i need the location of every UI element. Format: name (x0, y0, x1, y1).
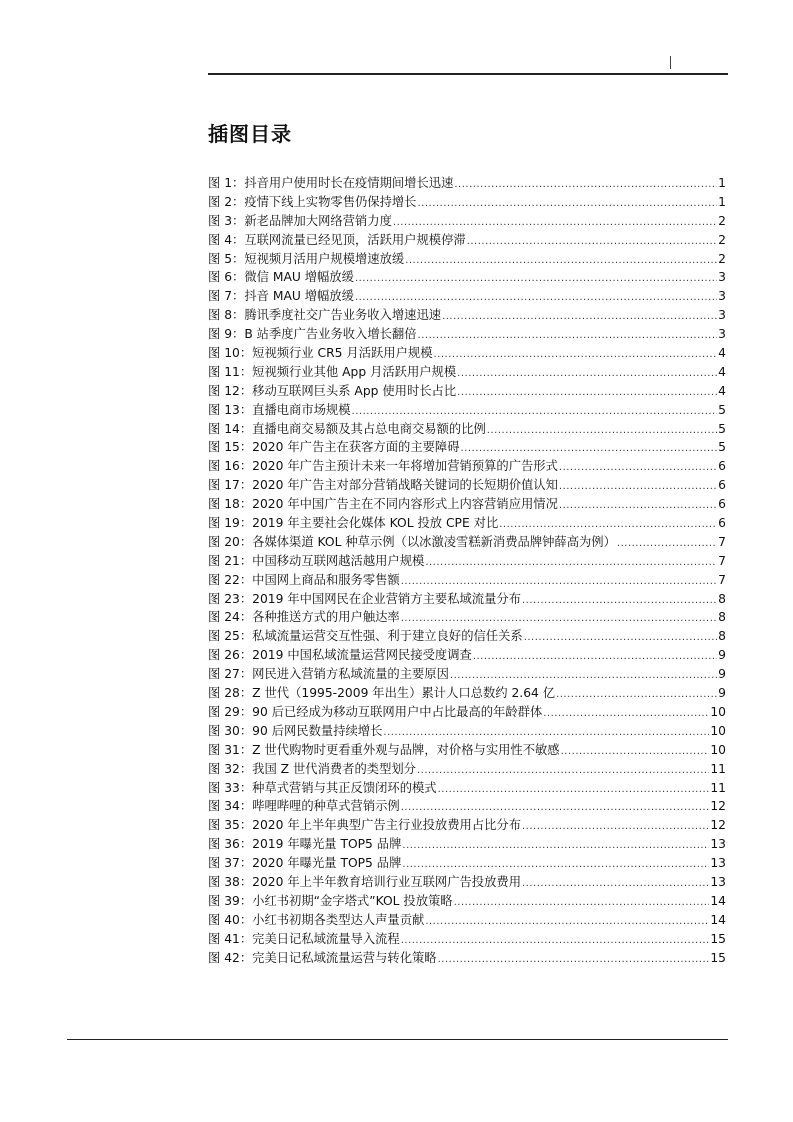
toc-entry-label: 图 22：中国网上商品和服务零售额 (208, 572, 400, 587)
toc-entry[interactable] (208, 779, 726, 798)
toc-entry-label: 图 12：移动互联网巨头系 App 使用时长占比 (208, 383, 457, 398)
dot-leader (457, 384, 717, 403)
toc-entry-label: 图 14：直播电商交易额及其占总电商交易额的比例 (208, 421, 486, 436)
toc-entry-page: 14 (710, 893, 726, 908)
toc-entry-page: 5 (718, 440, 726, 455)
toc-entry[interactable] (208, 892, 726, 911)
toc-entry[interactable] (208, 533, 726, 552)
toc-entry-label: 图 38：2020 年上半年教育培训行业互联网广告投放费用 (208, 874, 521, 889)
toc-entry[interactable] (208, 911, 726, 930)
dot-leader (442, 308, 717, 327)
toc-entry[interactable] (208, 854, 726, 873)
toc-entry-label: 图 37：2020 年曝光量 TOP5 品牌 (208, 856, 402, 871)
dot-leader (524, 629, 717, 648)
toc-entry-page: 6 (718, 478, 726, 493)
toc-entry[interactable] (208, 250, 726, 269)
toc-entry-label: 图 21：中国移动互联网越活越用户规模 (208, 553, 425, 568)
toc-entry-label: 图 6：微信 MAU 增幅放缓 (208, 270, 354, 285)
toc-entry-label: 图 25：私域流量运营交互性强、利于建立良好的信任关系 (208, 629, 523, 644)
toc-entry-page: 2 (718, 251, 726, 266)
toc-entry-page: 12 (710, 818, 726, 833)
toc-entry-page: 3 (718, 270, 726, 285)
toc-entry[interactable] (208, 665, 726, 684)
toc-entry-label: 图 32：我国 Z 世代消费者的类型划分 (208, 761, 416, 776)
dot-leader (559, 459, 717, 478)
toc-entry-page: 9 (718, 667, 726, 682)
toc-entry-page: 15 (710, 931, 726, 946)
toc-entry[interactable] (208, 627, 726, 646)
dot-leader (543, 705, 709, 724)
dot-leader (405, 252, 717, 271)
toc-entry-page: 6 (718, 497, 726, 512)
toc-entry-label: 图 41：完美日记私域流量导入流程 (208, 931, 400, 946)
dot-leader (417, 762, 709, 781)
dot-leader (522, 875, 709, 894)
toc-entry-label: 图 20：各媒体渠道 KOL 种草示例（以冰激凌雪糕新消费品牌钟薛高为例） (208, 534, 616, 549)
toc-entry-label: 图 39：小红书初期“金字塔式”KOL 投放策略 (208, 893, 453, 908)
toc-entry-page: 1 (718, 194, 726, 209)
toc-entry[interactable] (208, 608, 726, 627)
dot-leader (467, 233, 718, 252)
toc-entry[interactable] (208, 722, 726, 741)
toc-entry-page: 2 (718, 232, 726, 247)
toc-entry-page: 9 (718, 648, 726, 663)
toc-entry[interactable] (208, 797, 726, 816)
toc-entry-label: 图 8：腾讯季度社交广告业务收入增速迅速 (208, 308, 442, 323)
toc-entry-page: 3 (718, 327, 726, 342)
toc-entry[interactable] (208, 646, 726, 665)
dot-leader (425, 913, 709, 932)
toc-entry[interactable] (208, 174, 726, 193)
toc-entry-page: 7 (718, 553, 726, 568)
toc-entry-label: 图 3：新老品牌加大网络营销力度 (208, 213, 392, 228)
dot-leader (355, 270, 717, 289)
footer-rule (67, 1039, 728, 1040)
toc-entry-page: 8 (718, 610, 726, 625)
toc-entry-label: 图 31：Z 世代购物时更看重外观与品牌，对价格与实用性不敏感 (208, 742, 560, 757)
toc-entry-label: 图 40：小红书初期各类型达人声量贡献 (208, 912, 425, 927)
dot-leader (425, 554, 717, 573)
toc-entry-label: 图 13：直播电商市场规模 (208, 402, 351, 417)
toc-entry[interactable] (208, 344, 726, 363)
toc-entry[interactable] (208, 457, 726, 476)
toc-entry-label: 图 15：2020 年广告主在获客方面的主要障碍 (208, 440, 460, 455)
toc-entry-page: 14 (710, 912, 726, 927)
toc-entry[interactable] (208, 873, 726, 892)
toc-entry-page: 7 (718, 572, 726, 587)
toc-entry-page: 10 (710, 704, 726, 719)
dot-leader (522, 592, 717, 611)
toc-entry-page: 11 (710, 761, 726, 776)
toc-entry-page: 7 (718, 534, 726, 549)
toc-entry-label: 图 26：2019 中国私域流量运营网民接受度调查 (208, 648, 472, 663)
dot-leader (473, 648, 717, 667)
toc-entry[interactable] (208, 363, 726, 382)
dot-leader (417, 195, 717, 214)
toc-entry-label: 图 1：抖音用户使用时长在疫情期间增长迅速 (208, 176, 454, 190)
toc-entry[interactable] (208, 835, 726, 854)
toc-entry[interactable] (208, 193, 726, 212)
toc-entry-label: 图 29：90 后已经成为移动互联网用户中占比最高的年龄群体 (208, 704, 543, 719)
dot-leader (438, 951, 710, 970)
page-title: 插图目录 (208, 122, 292, 146)
dot-leader (454, 894, 710, 913)
dot-leader (418, 327, 718, 346)
toc-entry-page: 9 (718, 686, 726, 701)
toc-entry-label: 图 16：2020 年广告主预计未来一年将增加营销预算的广告形式 (208, 459, 558, 474)
toc-entry-page: 2 (718, 213, 726, 228)
toc-entry-page: 10 (710, 723, 726, 738)
toc-entry[interactable] (208, 287, 726, 306)
dot-leader (438, 781, 710, 800)
toc-entry[interactable] (208, 231, 726, 250)
toc-entry[interactable] (208, 930, 726, 949)
toc-entry-page: 13 (710, 856, 726, 871)
figure-list (208, 174, 726, 967)
toc-entry-page: 8 (718, 629, 726, 644)
toc-entry-label: 图 19：2019 年主要社会化媒体 KOL 投放 CPE 对比 (208, 516, 499, 531)
toc-entry-page: 5 (718, 421, 726, 436)
toc-entry[interactable] (208, 949, 726, 968)
dot-leader (559, 497, 717, 516)
dot-leader (401, 932, 710, 951)
toc-entry-label: 图 2：疫情下线上实物零售仍保持增长 (208, 194, 417, 209)
dot-leader (457, 365, 717, 384)
toc-entry-label: 图 27：网民进入营销方私域流量的主要原因 (208, 667, 449, 682)
toc-entry[interactable] (208, 212, 726, 231)
toc-entry-label: 图 30：90 后网民数量持续增长 (208, 723, 383, 738)
toc-entry-label: 图 24：各种推送方式的用户触达率 (208, 610, 400, 625)
toc-entry-page: 13 (710, 837, 726, 852)
toc-entry-page: 4 (718, 383, 726, 398)
toc-entry-label: 图 5：短视频月活用户规模增速放缓 (208, 251, 405, 266)
toc-entry-label: 图 34：哔哩哔哩的种草式营销示例 (208, 799, 400, 814)
toc-entry[interactable] (208, 401, 726, 420)
toc-entry-label: 图 28：Z 世代（1995-2009 年出生）累计人口总数约 2.64 亿 (208, 686, 556, 701)
toc-entry-label: 图 18：2020 年中国广告主在不同内容形式上内容营销应用情况 (208, 497, 558, 512)
dot-leader (434, 346, 718, 365)
toc-entry[interactable] (208, 590, 726, 609)
toc-entry-label: 图 11：短视频行业其他 App 月活跃用户规模 (208, 364, 457, 379)
dot-leader (617, 535, 717, 554)
toc-entry-page: 3 (718, 289, 726, 304)
toc-entry-page: 4 (718, 364, 726, 379)
toc-entry[interactable] (208, 325, 726, 344)
toc-entry-page: 12 (710, 799, 726, 814)
toc-entry-label: 图 33：种草式营销与其正反馈闭环的模式 (208, 780, 437, 795)
toc-entry-label: 图 42：完美日记私域流量运营与转化策略 (208, 950, 437, 965)
toc-entry-page: 15 (710, 950, 726, 965)
toc-entry[interactable] (208, 760, 726, 779)
toc-entry[interactable] (208, 703, 726, 722)
toc-entry-page: 3 (718, 308, 726, 323)
toc-entry-page: 11 (710, 780, 726, 795)
dot-leader (561, 743, 710, 762)
toc-entry-label: 图 23：2019 年中国网民在企业营销方主要私域流量分布 (208, 591, 521, 606)
header-mark (670, 56, 671, 69)
toc-entry-page: 10 (710, 742, 726, 757)
toc-entry[interactable] (208, 438, 726, 457)
toc-entry-label: 图 4：互联网流量已经见顶，活跃用户规模停滞 (208, 232, 466, 247)
toc-entry-label: 图 36：2019 年曝光量 TOP5 品牌 (208, 837, 402, 852)
toc-entry[interactable] (208, 420, 726, 439)
toc-entry-page: 6 (718, 459, 726, 474)
toc-entry-label: 图 7：抖音 MAU 增幅放缓 (208, 289, 354, 304)
dot-leader (454, 176, 717, 195)
toc-entry-page: 1 (718, 176, 726, 190)
toc-entry-label: 图 9：B 站季度广告业务收入增长翻倍 (208, 327, 417, 342)
toc-entry-page: 4 (718, 346, 726, 361)
toc-entry-page: 13 (710, 874, 726, 889)
toc-entry-page: 6 (718, 516, 726, 531)
dot-leader (559, 478, 717, 497)
toc-entry[interactable] (208, 382, 726, 401)
toc-entry-page: 5 (718, 402, 726, 417)
toc-entry[interactable] (208, 816, 726, 835)
toc-entry[interactable] (208, 684, 726, 703)
toc-entry[interactable] (208, 552, 726, 571)
header-rule (208, 73, 728, 75)
toc-entry[interactable] (208, 306, 726, 325)
toc-entry-label: 图 10：短视频行业 CR5 月活跃用户规模 (208, 346, 433, 361)
toc-entry[interactable] (208, 268, 726, 287)
toc-entry-page: 8 (718, 591, 726, 606)
dot-leader (402, 837, 709, 856)
toc-entry[interactable] (208, 514, 726, 533)
toc-entry-label: 图 35：2020 年上半年典型广告主行业投放费用占比分布 (208, 818, 521, 833)
toc-entry[interactable] (208, 741, 726, 760)
toc-entry-label: 图 17：2020 年广告主对部分营销战略关键词的长短期价值认知 (208, 478, 558, 493)
dot-leader (556, 686, 717, 705)
dot-leader (487, 422, 717, 441)
dot-leader (522, 818, 709, 837)
toc-entry[interactable] (208, 476, 726, 495)
toc-entry[interactable] (208, 571, 726, 590)
toc-entry[interactable] (208, 495, 726, 514)
